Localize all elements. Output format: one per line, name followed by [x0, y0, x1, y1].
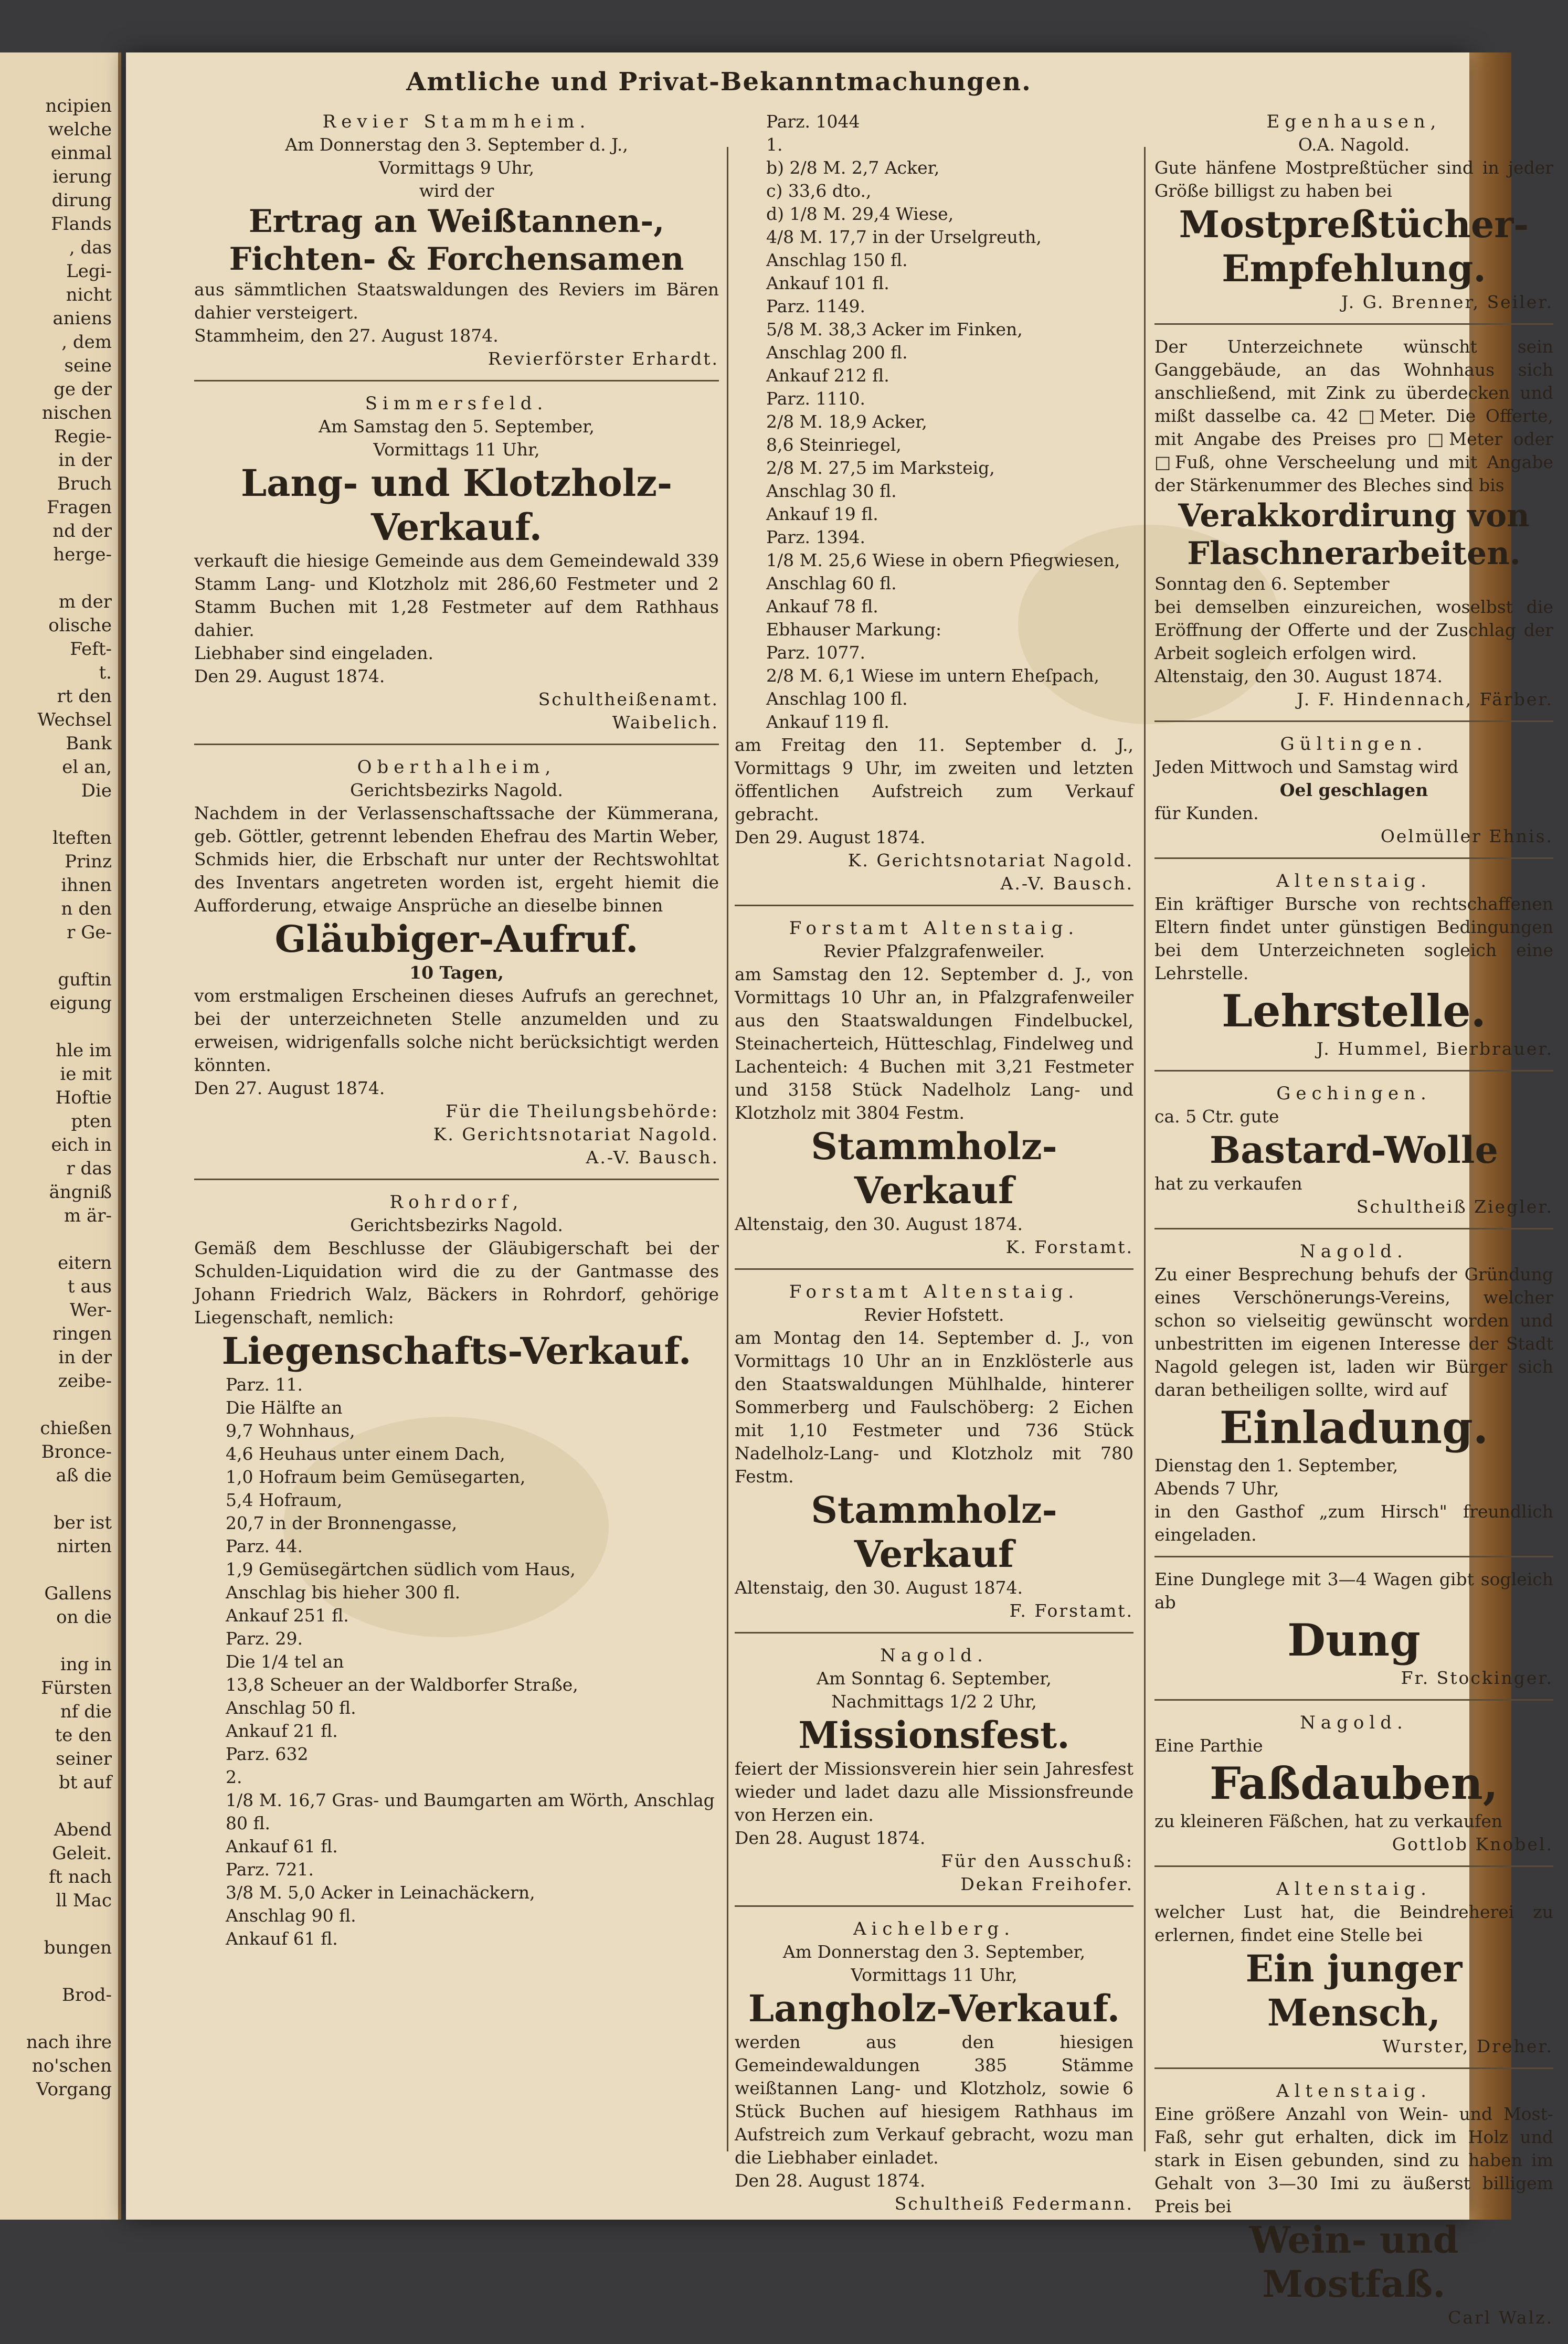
prev-page-text-fragment: lteften: [52, 828, 112, 848]
ad-date: Den 28. August 1874.: [735, 1828, 926, 1848]
prev-page-text-fragment: in der: [58, 450, 112, 471]
ad-line: 1,9 Gemüsegärtchen südlich vom Haus,: [226, 1559, 576, 1579]
ad-emphasis: 10 Tagen,: [409, 962, 504, 983]
ad-signature: Carl Walz.: [1448, 2307, 1553, 2328]
ad-line: b) 2/8 M. 2,7 Acker,: [766, 157, 940, 178]
ad-body: aus sämmtlichen Staatswaldungen des Reviers im Bären dahier versteigert.: [194, 279, 719, 323]
advertisement: [735, 1912, 1133, 2225]
ad-place: Rohrdorf,: [389, 1192, 524, 1213]
ad-signature: J. F. Hindennach, Färber.: [1297, 689, 1553, 709]
ad-line: Ankauf 101 fl.: [766, 273, 889, 293]
prev-page-text-fragment: ll Mac: [56, 1890, 112, 1911]
ad-body: Der Unterzeichnete wünscht sein Ganggebäude, an das Wohnhaus sich anschließend, mit Zink zu überdecken und mißt dasselbe ca. 42 □Meter. Die Offerte, mit Angabe des Preises pro □Meter oder □Fuß, ohne Verscheelung und mit Angabe der Stärkenummer des Bleches sind bis: [1154, 336, 1553, 495]
ad-body: Sonntag den 6. September: [1154, 574, 1390, 594]
ad-signature: Oelmüller Ehnis.: [1380, 826, 1553, 846]
ad-place: Nagold.: [880, 1645, 988, 1666]
prev-page-text-fragment: Legi-: [66, 261, 112, 282]
prev-page-text-fragment: Bank: [66, 733, 112, 754]
ad-body: hat zu verkaufen: [1154, 1173, 1302, 1194]
ad-body: Dienstag den 1. September,: [1154, 1455, 1399, 1476]
prev-page-text-fragment: Hoftie: [55, 1087, 112, 1108]
ad-title: Stammholz-Verkauf: [811, 1488, 1057, 1576]
prev-page-text-fragment: ringen: [52, 1323, 112, 1344]
ad-line: Ankauf 19 fl.: [766, 504, 878, 524]
ad-line: 8,6 Steinriegel,: [766, 434, 902, 455]
prev-page-text-fragment: Bronce-: [41, 1441, 112, 1462]
ad-body: Am Donnerstag den 3. September d. J.,: [285, 134, 628, 155]
ad-date: Altenstaig, den 30. August 1874.: [735, 1577, 1023, 1598]
ad-line: Die Hälfte an: [226, 1397, 343, 1418]
ad-signature: J. Hummel, Bierbrauer.: [1316, 1038, 1553, 1059]
prev-page-text-fragment: Flands: [51, 214, 112, 235]
prev-page-text-fragment: seiner: [56, 1748, 112, 1769]
ad-place: Aichelberg.: [853, 1918, 1015, 1939]
prev-page-text-fragment: te den: [55, 1725, 112, 1746]
ad-body: Liebhaber sind eingeladen.: [194, 643, 433, 663]
ad-line: c) 33,6 dto.,: [766, 181, 872, 201]
ad-signature: K. Gerichtsnotariat Nagold.: [847, 850, 1133, 871]
ad-place: Nagold.: [1300, 1241, 1408, 1262]
prev-page-text-fragment: [0, 567, 118, 590]
advertisement: [735, 1639, 1133, 1907]
ad-body: am Montag den 14. September d. J., von Vormittags 10 Uhr an in Enzklösterle aus den Staatswaldungen Mühlhalde, hinterer Sommerberg und Faulschöberg: 2 Eichen mit 1,10 Festmeter und 736 Stück Nadelholz-Lang- und Klotzholz mit 780 Festm.: [735, 1328, 1133, 1487]
prev-page-text-fragment: Die: [81, 780, 112, 801]
ad-line: 2/8 M. 27,5 im Marksteig,: [766, 458, 995, 478]
prev-page-text-fragment: r das: [66, 1158, 112, 1179]
ad-title: Verakkordirung von Flaschnerarbeiten.: [1178, 497, 1530, 572]
ad-body: Abends 7 Uhr,: [1154, 1478, 1279, 1499]
ad-body: welcher Lust hat, die Beindreherei zu erlernen, findet eine Stelle bei: [1154, 1902, 1553, 1945]
prev-page-text-fragment: herge-: [53, 544, 112, 565]
column-2: [735, 105, 1133, 2230]
advertisement: [1154, 727, 1553, 859]
ad-line: 13,8 Scheuer an der Waldborfer Straße,: [226, 1674, 578, 1695]
ad-subtitle: Revier Hofstett.: [864, 1304, 1004, 1325]
ad-body: Nachdem in der Verlassenschaftssache der Kümmerana, geb. Göttler, getrennt lebenden Ehefrau des Martin Weber, Schmids hier, die Erbschaft nur unter der Rechtswohltat des Inventars angetreten worden ist, ergeht hiemit die Aufforderung, etwaige Ansprüche an dieselbe binnen: [194, 803, 719, 916]
prev-page-text-fragment: einmal: [50, 143, 112, 164]
ad-line: Ankauf 212 fl.: [766, 365, 889, 386]
advertisement: [1154, 1077, 1553, 1229]
ad-line: Parz. 29.: [226, 1628, 303, 1649]
prev-page-text-fragment: aß die: [56, 1465, 112, 1486]
ad-signature: A.-V. Bausch.: [586, 1147, 719, 1168]
ad-subtitle: Gerichtsbezirks Nagold.: [350, 1215, 563, 1235]
ad-line: Parz. 1149.: [766, 296, 866, 316]
prev-page-text-fragment: , dem: [61, 332, 112, 353]
prev-page-text-fragment: guftin: [58, 969, 112, 990]
prev-page-text-fragment: nirten: [57, 1536, 112, 1557]
newspaper-page: [126, 52, 1553, 2328]
prev-page-text-fragment: Regie-: [54, 426, 112, 447]
prev-page-text-fragment: ber ist: [54, 1512, 112, 1533]
ad-place: Altenstaig.: [1276, 2081, 1432, 2102]
prev-page-text-fragment: r Ge-: [67, 922, 112, 943]
ad-line: 2/8 M. 6,1 Wiese im untern Eheſpach,: [766, 665, 1099, 686]
ad-subtitle: Gerichtsbezirks Nagold.: [350, 780, 563, 800]
ad-date: Den 27. August 1874.: [194, 1078, 385, 1098]
column-3: [1154, 105, 1553, 2344]
prev-page-text-fragment: ncipien: [45, 96, 112, 116]
ad-body: Jeden Mittwoch und Samstag wird: [1154, 757, 1459, 777]
ad-signature: Schultheiß Ziegler.: [1356, 1196, 1553, 1217]
ad-subtitle: Revier Pfalzgrafenweiler.: [823, 941, 1045, 961]
advertisement: [1154, 330, 1553, 722]
prev-page-text-fragment: n den: [61, 898, 112, 919]
ad-body: Vormittags 9 Uhr,: [378, 157, 535, 178]
ad-place: Altenstaig.: [1276, 1879, 1432, 1900]
advertisement: [1154, 1235, 1553, 1557]
ad-date: Den 28. August 1874.: [735, 2170, 926, 2191]
ad-place: Gechingen.: [1276, 1083, 1432, 1104]
ad-place: Egenhausen,: [1266, 111, 1442, 132]
prev-page-text-fragment: t.: [99, 662, 112, 683]
ad-title: Faßdauben,: [1209, 1757, 1499, 1809]
ad-signature: J. G. Brenner, Seiler.: [1341, 292, 1553, 312]
ad-signature: Fr. Stockinger.: [1401, 1668, 1553, 1688]
column-rule: [1144, 147, 1146, 2151]
ad-signature: Dekan Freihofer.: [960, 1874, 1133, 1894]
ad-line: 2.: [226, 1767, 242, 1787]
prev-page-text-fragment: rt den: [57, 686, 112, 707]
ad-signature: Für die Theilungsbehörde:: [446, 1101, 719, 1121]
ad-place: Nagold.: [1300, 1712, 1408, 1733]
ad-title: Ein junger Mensch,: [1245, 1947, 1463, 2034]
ad-body: Gemäß dem Beschlusse der Gläubigerschaft bei der Schulden-Liquidation wird die zu der Gantmasse des Johann Friedrich Walz, Bäckers in Rohrdorf, gehörige Liegenschaft, nemlich:: [194, 1238, 719, 1328]
ad-line: Parz. 1044: [766, 111, 860, 132]
prev-page-text-fragment: m der: [58, 591, 112, 612]
prev-page-text-fragment: no'schen: [31, 2055, 112, 2076]
prev-page-text-fragment: t aus: [67, 1276, 112, 1297]
ad-line: 5,4 Hofraum,: [226, 1490, 343, 1510]
ad-body: Gute hänfene Mostpreßtücher sind in jeder Größe billigst zu haben bei: [1154, 157, 1553, 201]
prev-page-text-fragment: aniens: [52, 308, 112, 329]
ad-body: verkauft die hiesige Gemeinde aus dem Gemeindewald 339 Stamm Lang- und Klotzholz mit 286,60 Festmeter und 2 Stamm Buchen mit 1,28 Festmeter auf dem Rathhaus dahier.: [194, 550, 719, 640]
ad-line: Parz. 44.: [226, 1536, 303, 1556]
prev-page-text-fragment: Geleit.: [52, 1843, 112, 1864]
prev-page-text-fragment: welche: [48, 119, 112, 140]
ad-line: 5/8 M. 38,3 Acker im Finken,: [766, 319, 1023, 340]
ad-signature: Wurster, Dreher.: [1382, 2036, 1553, 2056]
ad-body: vom erstmaligen Erscheinen dieses Aufrufs an gerechnet, bei der unterzeichneten Stelle anzumelden und zu erweisen, widrigenfalls solche nicht berücksichtigt werden könnten.: [194, 985, 719, 1075]
ad-place: Oberthalheim,: [357, 757, 556, 778]
prev-page-text-fragment: [0, 1558, 118, 1582]
ad-body: Eine Parthie: [1154, 1735, 1263, 1756]
ad-line: Anschlag bis hieher 300 fl.: [226, 1582, 461, 1603]
ad-body: in den Gasthof „zum Hirsch" freundlich eingeladen.: [1154, 1501, 1553, 1545]
ad-line: 1/8 M. 25,6 Wiese in obern Pfiegwiesen, Anschlag 60 fl.: [766, 550, 1120, 593]
ad-line: 1/8 M. 16,7 Gras- und Baumgarten am Wörth, Anschlag 80 fl.: [226, 1790, 715, 1833]
prev-page-text-fragment: m är-: [63, 1205, 112, 1226]
prev-page-text-fragment: ierung: [52, 166, 112, 187]
ad-line: Ankauf 61 fl.: [226, 1928, 338, 1949]
ad-title: Missionsfest.: [798, 1713, 1070, 1757]
ad-line: 1,0 Hofraum beim Gemüsegarten,: [226, 1467, 526, 1487]
ad-line: Parz. 632: [226, 1744, 309, 1764]
ad-signature: A.-V. Bausch.: [1000, 873, 1133, 894]
ad-line: Ankauf 78 fl.: [766, 596, 878, 617]
prev-page-text-fragment: [0, 1629, 118, 1653]
prev-page-text-fragment: ing in: [60, 1654, 112, 1675]
prev-page-text-fragment: ängniß: [49, 1182, 112, 1203]
ad-date: Den 29. August 1874.: [735, 827, 926, 847]
advertisement: [1154, 1706, 1553, 1867]
ad-title: Wein- und Mostfaß.: [1249, 2218, 1459, 2306]
prev-page-text-fragment: Brod-: [62, 1985, 112, 2006]
ad-place: Gültingen.: [1280, 734, 1428, 755]
column-1: [194, 105, 719, 1965]
prev-page-text-fragment: Prinz: [65, 851, 112, 872]
ad-signature: F. Forstamt.: [1009, 1600, 1133, 1621]
ad-line: Anschlag 100 fl.: [766, 688, 908, 709]
ad-body: Vormittags 11 Uhr,: [851, 1965, 1018, 1985]
prev-page-text-fragment: Bruch: [57, 473, 112, 494]
prev-page-text-fragment: eich in: [51, 1134, 112, 1155]
ad-line: Ankauf 61 fl.: [226, 1836, 338, 1857]
prev-page-text-fragment: [0, 803, 118, 826]
prev-page-text-fragment: Vorgang: [36, 2079, 112, 2100]
ad-signature: Gottlob Knobel.: [1392, 1834, 1553, 1854]
ad-place: Revier Stammheim.: [322, 111, 591, 132]
prev-page-text-fragment: dirung: [51, 190, 112, 211]
advertisement: [194, 105, 719, 381]
prev-page-text-fragment: [0, 945, 118, 968]
previous-page-edge: [0, 52, 121, 2220]
ad-line: Parz. 721.: [226, 1859, 314, 1880]
ad-signature: Schultheißenamt.: [538, 689, 719, 709]
prev-page-text-fragment: [0, 1913, 118, 1936]
prev-page-text-fragment: nf die: [60, 1701, 112, 1722]
prev-page-text-fragment: el an,: [62, 757, 112, 778]
ad-line: Parz. 11.: [226, 1374, 303, 1395]
advertisement: [735, 105, 1133, 906]
prev-page-text-fragment: hle im: [56, 1040, 112, 1061]
prev-page-text-fragment: [0, 1228, 118, 1251]
column-rule: [727, 147, 728, 2151]
ad-signature: K. Forstamt.: [1005, 1237, 1133, 1257]
ad-signature: Für den Ausschuß:: [941, 1851, 1133, 1871]
prev-page-text-fragment: Fürsten: [41, 1678, 112, 1699]
prev-page-text-fragment: zeibe-: [58, 1371, 112, 1392]
ad-line: Ankauf 119 fl.: [766, 712, 889, 732]
ad-line: Parz. 1077.: [766, 642, 866, 663]
ad-line: Parz. 1110.: [766, 388, 866, 409]
ad-title: Stammholz-Verkauf: [811, 1125, 1057, 1212]
ad-title: Einladung.: [1219, 1402, 1489, 1454]
prev-page-text-fragment: [0, 1488, 118, 1511]
prev-page-text-fragment: in der: [58, 1347, 112, 1368]
ad-place: Forstamt Altenstaig.: [789, 918, 1079, 939]
ad-line: 4/8 M. 17,7 in der Urselgreuth,: [766, 227, 1042, 247]
advertisement: [735, 911, 1133, 1270]
prev-page-text-fragment: Abend: [54, 1819, 112, 1840]
prev-page-text-fragment: nach ihre: [26, 2032, 112, 2053]
prev-page-text-fragment: olische: [48, 615, 112, 636]
prev-page-text-fragment: [0, 1795, 118, 1818]
ad-body: bei demselben einzureichen, woselbst die Eröffnung der Offerte und der Zuschlag der Arbeit sogleich erfolgen wird.: [1154, 597, 1553, 663]
ad-line: Parz. 1394.: [766, 527, 866, 547]
ad-title: Langholz-Verkauf.: [748, 1987, 1120, 2030]
ad-emphasis: Oel geschlagen: [1279, 780, 1428, 800]
ad-body: werden aus den hiesigen Gemeindewaldungen 385 Stämme weißtannen Lang- und Klotzholz, sowie 6 Stück Buchen auf hiesigem Rathhaus im Aufstreich zum Verkauf gebracht, wozu man die Liebhaber einladet.: [735, 2032, 1133, 2168]
prev-page-text-fragment: Wechsel: [37, 709, 112, 730]
prev-page-text-fragment: bungen: [44, 1937, 112, 1958]
ad-signature: Schultheiß Federmann.: [894, 2193, 1133, 2214]
prev-page-text-fragment: eigung: [49, 993, 112, 1014]
prev-page-text-fragment: , das: [69, 237, 112, 258]
ad-subtitle: O.A. Nagold.: [1298, 134, 1410, 155]
ad-line: Anschlag 150 fl.: [766, 250, 908, 270]
ad-body: Ein kräftiger Bursche von rechtschaffenen Eltern findet unter günstigen Bedingungen bei dem Unterzeichneten sogleich eine Lehrstelle.: [1154, 894, 1553, 983]
ad-signature: K. Gerichtsnotariat Nagold.: [433, 1124, 719, 1144]
ad-body: Am Sonntag 6. September,: [817, 1668, 1052, 1689]
prev-page-text-fragment: bt auf: [59, 1772, 112, 1793]
prev-page-text-fragment: Feft-: [70, 639, 112, 660]
prev-page-text-fragment: [0, 1393, 118, 1417]
ad-body: Eine größere Anzahl von Wein- und Most-Faß, sehr gut erhalten, dick im Holz und stark in Eisen gebunden, sind zu haben im Gehalt von 3—30 Imi zu äußerst billigem Preis bei: [1154, 2104, 1553, 2216]
ad-signature: Revierförster Erhardt.: [488, 348, 719, 369]
ad-line: Anschlag 30 fl.: [766, 481, 897, 501]
ad-body: am Freitag den 11. September d. J., Vormittags 9 Uhr, im zweiten und letzten öffentlichen Aufstreich zum Verkauf gebracht.: [735, 735, 1133, 824]
prev-page-text-fragment: eitern: [58, 1253, 112, 1274]
ad-body: Am Donnerstag den 3. September,: [782, 1942, 1086, 1962]
ad-title: Dung: [1287, 1614, 1421, 1666]
ad-body: Vormittags 11 Uhr,: [373, 439, 540, 460]
ad-title: Lang- und Klotzholz-Verkauf.: [240, 461, 673, 549]
prev-page-text-fragment: ge der: [54, 379, 112, 400]
advertisement: [194, 387, 719, 745]
ad-title: Bastard-Wolle: [1210, 1128, 1498, 1172]
advertisement: [1154, 2074, 1553, 2339]
ad-place: Forstamt Altenstaig.: [789, 1281, 1079, 1302]
advertisement: [194, 1185, 719, 1960]
prev-page-text-fragment: nischen: [41, 402, 112, 423]
ad-line: 4,6 Heuhaus unter einem Dach,: [226, 1444, 505, 1464]
ad-body: für Kunden.: [1154, 803, 1259, 823]
ad-line: 20,7 in der Bronnengasse,: [226, 1513, 458, 1533]
prev-page-text-fragment: nicht: [66, 284, 112, 305]
ad-body: am Samstag den 12. September d. J., von Vormittags 10 Uhr an, in Pfalzgrafenweiler aus den Staatswaldungen Findelbuckel, Steinacherteich, Hütteschlag, Findelweg und Lachenteich: 4 Buchen mit 3,21 Festmeter und 3158 Stück Nadelholz Lang- und Klotzholz mit 3804 Festm.: [735, 964, 1133, 1123]
ad-place: Altenstaig.: [1276, 871, 1432, 892]
advertisement: [1154, 1563, 1553, 1701]
ad-line: 9,7 Wohnhaus,: [226, 1420, 355, 1441]
ad-line: 3/8 M. 5,0 Acker in Leinachäckern,: [226, 1882, 535, 1903]
prev-page-text-fragment: Gallens: [44, 1583, 112, 1604]
ad-body: ca. 5 Ctr. gute: [1154, 1106, 1279, 1127]
prev-page-text-fragment: [0, 2007, 118, 2031]
advertisement: [194, 750, 719, 1180]
prev-page-text-fragment: ft nach: [48, 1866, 112, 1887]
prev-page-text-fragment: Fragen: [47, 497, 112, 518]
ad-line: Die 1/4 tel an: [226, 1651, 344, 1672]
prev-page-text-fragment: seine: [64, 355, 112, 376]
prev-page-text-fragment: ihnen: [61, 875, 112, 896]
ad-date: Altenstaig, den 30. August 1874.: [735, 1214, 1023, 1234]
ad-line: Ankauf 251 fl.: [226, 1605, 349, 1626]
prev-page-text-fragment: [0, 1015, 118, 1039]
ad-date: Den 29. August 1874.: [194, 666, 385, 686]
ad-title: Gläubiger-Aufruf.: [274, 917, 639, 961]
ad-line: 1.: [766, 134, 783, 155]
prev-page-text-fragment: on die: [56, 1607, 112, 1628]
ad-body: feiert der Missionsverein hier sein Jahresfest wieder und ladet dazu alle Missionsfreunde von Herzen ein.: [735, 1758, 1133, 1825]
ad-line: Anschlag 90 fl.: [226, 1905, 356, 1926]
ad-line: Ebhauser Markung:: [766, 619, 942, 640]
ad-body: Nachmittags 1/2 2 Uhr,: [831, 1691, 1037, 1712]
prev-page-text-fragment: pten: [71, 1111, 112, 1132]
ad-signature: Waibelich.: [612, 712, 719, 733]
prev-page-text-fragment: Wer-: [69, 1300, 112, 1321]
advertisement: [1154, 1872, 1553, 2069]
advertisement: [735, 1275, 1133, 1634]
ad-title: Liegenschafts-Verkauf.: [221, 1329, 692, 1373]
ad-body: wird der: [419, 181, 494, 201]
ad-line: d) 1/8 M. 29,4 Wiese,: [766, 204, 954, 224]
ad-line: 2/8 M. 18,9 Acker,: [766, 411, 927, 432]
prev-page-text-fragment: chießen: [40, 1418, 112, 1439]
advertisement: [1154, 864, 1553, 1072]
ad-line: Anschlag 50 fl.: [226, 1698, 356, 1718]
prev-page-text-fragment: [0, 1960, 118, 1984]
ad-date: Stammheim, den 27. August 1874.: [194, 325, 499, 346]
ad-body: Eine Dunglege mit 3—4 Wagen gibt sogleich ab: [1154, 1569, 1553, 1613]
ad-place: Simmersfeld.: [365, 393, 548, 414]
ad-line: Anschlag 200 fl.: [766, 342, 908, 363]
ad-date: Altenstaig, den 30. August 1874.: [1154, 666, 1443, 686]
ad-line: Ankauf 21 fl.: [226, 1721, 338, 1741]
page-header: Amtliche und Privat-Bekanntmachungen.: [406, 67, 1032, 97]
prev-page-text-fragment: ie mit: [60, 1064, 112, 1085]
advertisement: [1154, 105, 1553, 325]
ad-body: zu kleineren Fäßchen, hat zu verkaufen: [1154, 1811, 1503, 1831]
prev-page-text-fragment: nd der: [52, 521, 112, 542]
ad-title: Ertrag an Weißtannen-, Fichten- & Forchensamen: [229, 203, 684, 278]
ad-title: Mostpreßtücher-Empfehlung.: [1179, 203, 1529, 290]
ad-title: Lehrstelle.: [1222, 985, 1486, 1037]
ad-body: Am Samstag den 5. September,: [319, 416, 595, 437]
ad-body: Zu einer Besprechung behufs der Gründung eines Verschönerungs-Vereins, welcher schon so vielseitig gewünscht worden und unbestritten im eigenen Interesse der Stadt Nagold gelegen ist, laden wir Bürger sich daran betheiligen sollte, wird auf: [1154, 1264, 1553, 1400]
